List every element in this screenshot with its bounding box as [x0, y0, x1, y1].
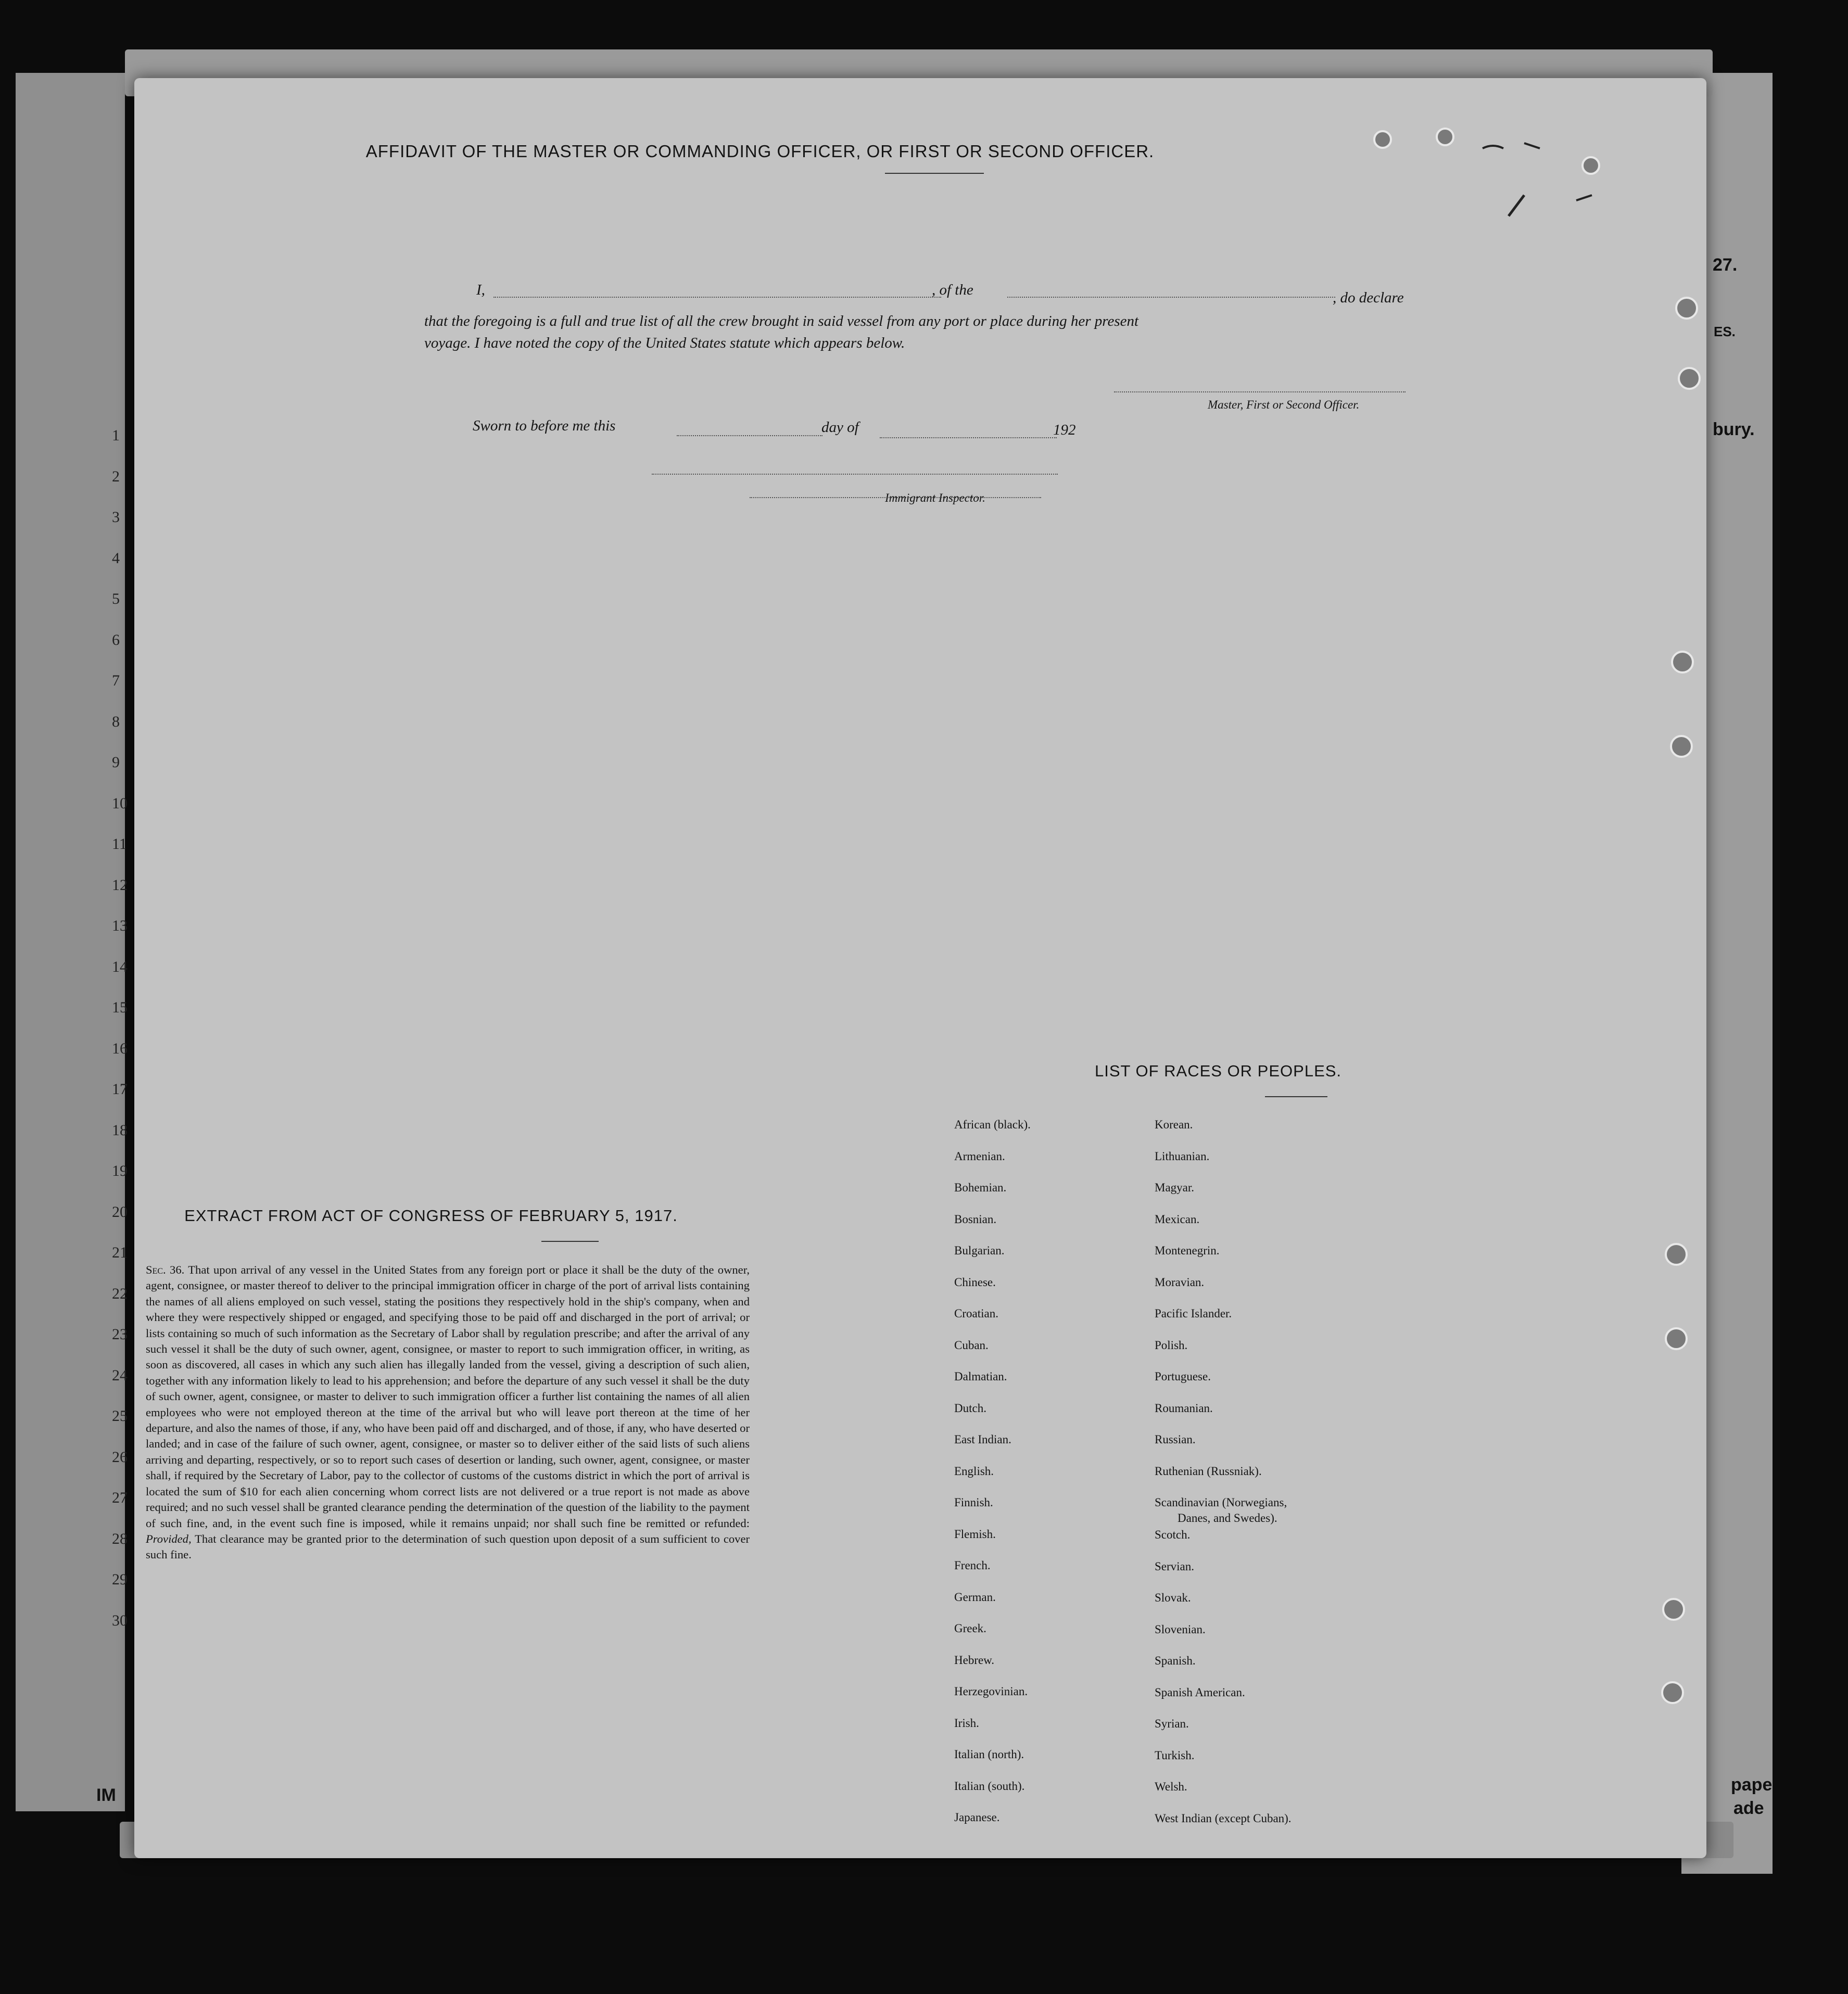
race-item: Bulgarian. — [954, 1244, 1005, 1257]
line-number: 10 — [112, 794, 128, 812]
race-item: Danes, and Swedes). — [1178, 1512, 1277, 1525]
punch-hole — [1675, 297, 1698, 320]
line-number: 1 — [112, 427, 120, 444]
signature-label: Master, First or Second Officer. — [1208, 398, 1360, 411]
inspector-label: Immigrant Inspector. — [885, 491, 985, 504]
vessel-name-field[interactable] — [1007, 297, 1335, 298]
underlying-sheet-left — [16, 73, 125, 1811]
race-item: Dalmatian. — [954, 1370, 1007, 1383]
sworn-month-field[interactable] — [880, 437, 1057, 438]
line-number: 12 — [112, 876, 128, 894]
race-item: Montenegrin. — [1155, 1244, 1220, 1257]
line-number: 6 — [112, 631, 120, 649]
race-item: Roumanian. — [1155, 1401, 1213, 1415]
race-item: Syrian. — [1155, 1717, 1189, 1730]
race-item: Armenian. — [954, 1149, 1005, 1163]
provided-label: Provided, — [146, 1532, 192, 1545]
race-item: Dutch. — [954, 1401, 986, 1415]
race-item: Italian (north). — [954, 1748, 1024, 1761]
race-item: Flemish. — [954, 1527, 996, 1541]
line-number: 21 — [112, 1244, 128, 1261]
race-item: Moravian. — [1155, 1275, 1205, 1289]
race-item: Russian. — [1155, 1433, 1196, 1446]
race-item: Irish. — [954, 1716, 979, 1730]
affidavit-line-2: that the foregoing is a full and true list of all the crew brought in said vessel from any port or place during her present — [424, 313, 1139, 329]
race-item: Turkish. — [1155, 1748, 1195, 1762]
line-number: 27 — [112, 1489, 128, 1506]
line-number: 7 — [112, 672, 120, 689]
line-number: 8 — [112, 713, 120, 730]
affidavit-title: AFFIDAVIT OF THE MASTER OR COMMANDING OFFICER, OR FIRST OR SECOND OFFICER. — [365, 142, 1155, 161]
race-item: Croatian. — [954, 1307, 998, 1320]
punch-hole — [1373, 130, 1392, 149]
race-item: Slovenian. — [1155, 1622, 1206, 1636]
underlying-fragment: ES. — [1714, 324, 1736, 339]
race-item: Italian (south). — [954, 1779, 1025, 1793]
line-number: 17 — [112, 1081, 128, 1098]
line-number: 25 — [112, 1407, 128, 1425]
race-item: Pacific Islander. — [1155, 1307, 1232, 1320]
line-number: 23 — [112, 1326, 128, 1343]
document-page — [134, 78, 1706, 1858]
race-item: Slovak. — [1155, 1591, 1191, 1604]
race-item: West Indian (except Cuban). — [1155, 1811, 1292, 1825]
race-item: Scotch. — [1155, 1528, 1191, 1541]
race-item: Polish. — [1155, 1338, 1188, 1352]
race-item: Magyar. — [1155, 1181, 1195, 1194]
race-item: Herzegovinian. — [954, 1685, 1028, 1698]
line-number: 18 — [112, 1121, 128, 1139]
line-number: 29 — [112, 1571, 128, 1588]
affidavit-title-rule — [885, 173, 984, 174]
inspector-signature-field[interactable] — [652, 474, 1058, 475]
race-item: Japanese. — [954, 1811, 1000, 1824]
year-prefix: 192 — [1053, 422, 1076, 438]
underlying-fragment: bury. — [1713, 420, 1755, 439]
extract-text-part2: That clearance may be granted prior to the determination of such question upon deposit of a sum sufficient to cover such fine. — [146, 1532, 750, 1561]
underlying-fragment: 27. — [1713, 255, 1738, 275]
race-item: African (black). — [954, 1118, 1031, 1131]
sworn-label: Sworn to before me this — [473, 417, 616, 434]
race-item: Greek. — [954, 1622, 986, 1635]
punch-hole — [1671, 651, 1694, 674]
race-item: Bohemian. — [954, 1181, 1007, 1194]
line-number: 26 — [112, 1448, 128, 1466]
race-item: Mexican. — [1155, 1212, 1200, 1226]
pencil-mark-icon — [1436, 128, 1602, 232]
race-item: Lithuanian. — [1155, 1149, 1210, 1163]
race-item: Hebrew. — [954, 1653, 995, 1667]
underlying-fragment: IM — [96, 1785, 116, 1805]
race-item: Cuban. — [954, 1338, 989, 1352]
race-item: Bosnian. — [954, 1212, 997, 1226]
master-name-field[interactable] — [493, 297, 941, 298]
race-item: Chinese. — [954, 1275, 996, 1289]
affidavit-i-label: I, — [476, 282, 485, 298]
races-title-rule — [1265, 1096, 1327, 1097]
line-number: 20 — [112, 1203, 128, 1221]
line-number: 28 — [112, 1530, 128, 1547]
line-number: 22 — [112, 1285, 128, 1302]
line-number: 30 — [112, 1611, 128, 1629]
race-item: Spanish. — [1155, 1654, 1196, 1667]
race-item: Servian. — [1155, 1559, 1195, 1573]
line-number: 13 — [112, 917, 128, 934]
extract-title: EXTRACT FROM ACT OF CONGRESS OF FEBRUARY 5, 1917. — [184, 1206, 678, 1225]
race-item: English. — [954, 1464, 994, 1478]
race-item: Spanish American. — [1155, 1685, 1245, 1699]
line-number: 19 — [112, 1162, 128, 1179]
race-item: East Indian. — [954, 1433, 1011, 1446]
race-item: Welsh. — [1155, 1780, 1187, 1793]
line-number: 5 — [112, 590, 120, 607]
punch-hole — [1665, 1243, 1688, 1266]
race-item: Ruthenian (Russniak). — [1155, 1464, 1262, 1478]
race-item: Scandinavian (Norwegians, — [1155, 1496, 1287, 1509]
underlying-fragment: ade — [1733, 1798, 1764, 1818]
extract-text-part1: That upon arrival of any vessel in the United States from any foreign port or place it shall be the duty of the owner, agent, consignee, or master thereof to deliver to the principal immigration officer in charge of the port of arrival lists containing the names of all aliens employed on such vessel, stating the positions they respectively hold in the ship's company, when and where they were respectively shipped or engaged, and specifying those to be paid off and discharged in the port of arrival; or lists containing so much of such information as the Secretary of Labor shall by regulation prescribe; and after the arrival of any such vessel it shall be the duty of such owner, agent, consignee, or master to report to such immigration officer, in writing, as soon as discovered, all cases in which any such alien has illegally landed from the vessel, giving a description of such alien, together with any information likely to lead to his apprehension; and before the departure of any such vessel it shall be the duty of such owner, agent, consignee, or master to deliver to such immigration officer a further list containing the names of all alien employees who were not employed thereon at the time of the arrival but who will leave port thereon at the time of her departure, and also the names of those, if any, who have been paid off and discharged, and of those, if any, who have deserted or landed; and in case of the failure of such owner, agent, consignee, or master so to deliver either of the said lists of such aliens arriving and departing, respectively, or so to report such cases of desertion or landing, such owner, agent, consignee, or master shall, if required by the Secretary of Labor, pay to the collector of customs of the customs district in which the port of arrival is located the sum of $10 for each alien concerning whom correct lists are not delivered or a true report is not made as above required; and no such vessel shall be granted clearance pending the determination of the question of the liability to the payment of such fine, and, in the event such fine is imposed, while it remains unpaid; nor shall such fine be remitted or refunded: — [146, 1263, 750, 1530]
affidavit-line-3: voyage. I have noted the copy of the United States statute which appears below. — [424, 335, 905, 351]
line-number: 15 — [112, 999, 128, 1016]
section-label: Sec. 36. — [146, 1263, 185, 1276]
race-item: German. — [954, 1590, 996, 1604]
line-number: 4 — [112, 549, 120, 567]
line-number: 14 — [112, 958, 128, 975]
punch-hole — [1665, 1327, 1688, 1350]
affidavit-of-the-label: , of the — [932, 282, 973, 298]
affidavit-do-declare: , do declare — [1333, 289, 1404, 306]
extract-title-rule — [541, 1241, 599, 1242]
punch-hole — [1678, 367, 1701, 390]
line-number: 16 — [112, 1039, 128, 1057]
race-item: Finnish. — [954, 1496, 993, 1509]
sworn-day-field[interactable] — [677, 435, 822, 436]
line-number: 2 — [112, 467, 120, 485]
line-number: 24 — [112, 1366, 128, 1384]
underlying-fragment: pape — [1731, 1775, 1773, 1795]
punch-hole — [1662, 1598, 1685, 1621]
punch-hole — [1661, 1681, 1684, 1704]
extract-body — [146, 1262, 750, 1563]
officer-signature-field[interactable] — [1114, 391, 1406, 392]
line-number: 3 — [112, 509, 120, 526]
race-item: Korean. — [1155, 1118, 1193, 1131]
day-of-label: day of — [821, 419, 859, 436]
race-item: French. — [954, 1559, 991, 1572]
line-number: 9 — [112, 754, 120, 771]
punch-hole — [1670, 735, 1693, 758]
line-number: 11 — [112, 835, 127, 853]
race-item: Portuguese. — [1155, 1370, 1211, 1383]
races-title: LIST OF RACES OR PEOPLES. — [1094, 1062, 1342, 1080]
